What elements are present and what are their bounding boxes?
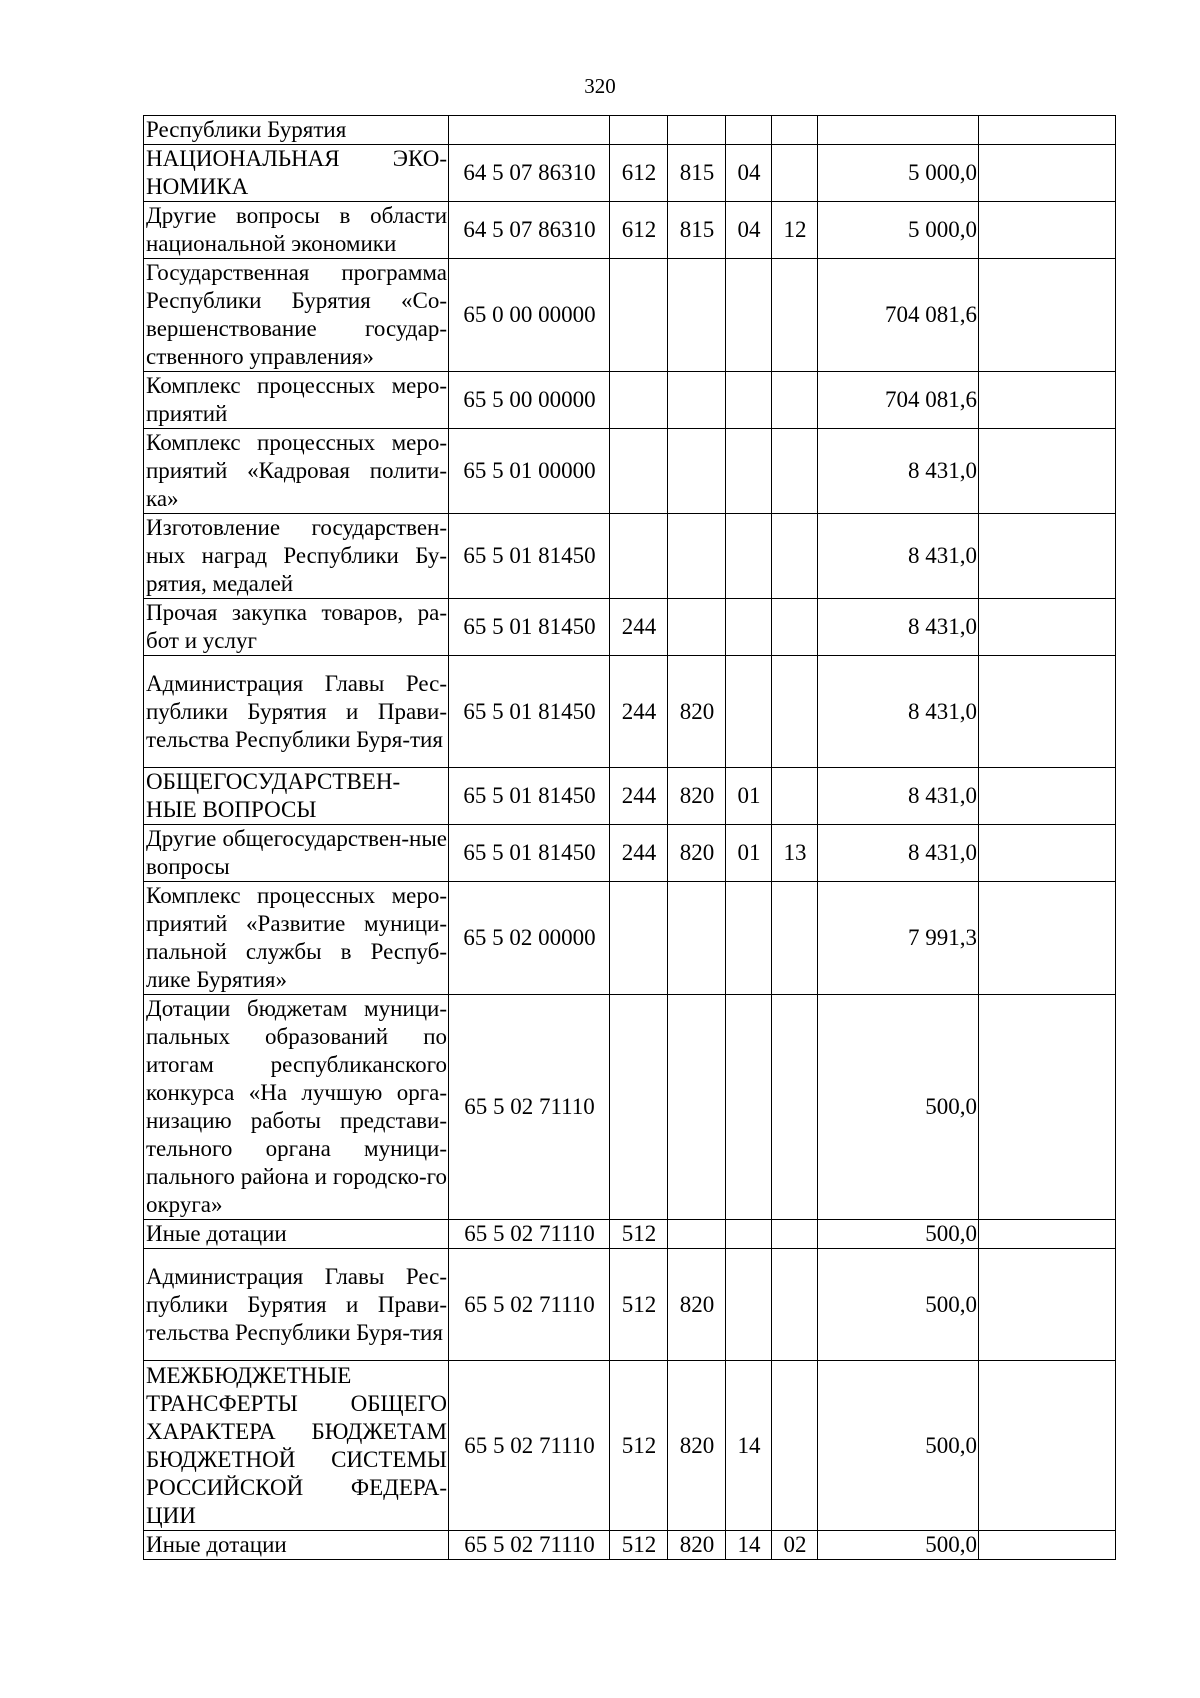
subsection-code xyxy=(772,372,818,429)
amount: 5 000,0 xyxy=(818,145,979,202)
row-name: Дотации бюджетам муници-пальных образований по итогам республиканского конкурса «На лучшую орга-низацию работы представи-тельного органа муници-пального района и городско-го округа» xyxy=(144,995,449,1220)
expense-type xyxy=(610,995,668,1220)
program-code: 65 5 00 00000 xyxy=(449,372,610,429)
section-code xyxy=(726,882,772,995)
program-code xyxy=(449,116,610,145)
table-row xyxy=(144,116,1116,145)
amount: 500,0 xyxy=(818,1220,979,1249)
amount: 500,0 xyxy=(818,1249,979,1361)
ministry-code: 820 xyxy=(668,1361,726,1531)
program-code: 65 5 01 81450 xyxy=(449,599,610,656)
expense-type xyxy=(610,882,668,995)
ministry-code xyxy=(668,429,726,514)
amount: 8 431,0 xyxy=(818,656,979,768)
table-row xyxy=(144,656,1116,768)
program-code: 64 5 07 86310 xyxy=(449,145,610,202)
empty-cell xyxy=(979,995,1116,1220)
expense-type: 612 xyxy=(610,202,668,259)
program-code: 65 5 02 71110 xyxy=(449,1531,610,1560)
row-name: Иные дотации xyxy=(144,1531,449,1560)
expense-type: 512 xyxy=(610,1531,668,1560)
program-code: 65 5 01 00000 xyxy=(449,429,610,514)
ministry-code: 820 xyxy=(668,656,726,768)
expense-type: 512 xyxy=(610,1220,668,1249)
program-code: 65 5 01 81450 xyxy=(449,825,610,882)
empty-cell xyxy=(979,372,1116,429)
ministry-code xyxy=(668,882,726,995)
expense-type xyxy=(610,372,668,429)
row-name: Прочая закупка товаров, ра-бот и услуг xyxy=(144,599,449,656)
expense-type xyxy=(610,514,668,599)
row-name: Государственная программа Республики Бурятия «Со-вершенствование государ-ственного управления» xyxy=(144,259,449,372)
table-row xyxy=(144,145,1116,202)
amount: 8 431,0 xyxy=(818,825,979,882)
program-code: 65 5 02 71110 xyxy=(449,1220,610,1249)
table-row xyxy=(144,1361,1116,1531)
empty-cell xyxy=(979,116,1116,145)
row-name: Иные дотации xyxy=(144,1220,449,1249)
table-row xyxy=(144,768,1116,825)
row-name: ОБЩЕГОСУДАРСТВЕН-НЫЕ ВОПРОСЫ xyxy=(144,768,449,825)
program-code: 65 5 02 71110 xyxy=(449,995,610,1220)
section-code: 01 xyxy=(726,768,772,825)
subsection-code xyxy=(772,259,818,372)
row-name: Другие общегосударствен-ные вопросы xyxy=(144,825,449,882)
row-name: Другие вопросы в области национальной экономики xyxy=(144,202,449,259)
program-code: 65 5 01 81450 xyxy=(449,656,610,768)
ministry-code xyxy=(668,599,726,656)
program-code: 65 5 02 71110 xyxy=(449,1249,610,1361)
program-code: 64 5 07 86310 xyxy=(449,202,610,259)
subsection-code xyxy=(772,145,818,202)
section-code xyxy=(726,995,772,1220)
subsection-code: 12 xyxy=(772,202,818,259)
budget-table xyxy=(143,115,1116,1560)
program-code: 65 5 01 81450 xyxy=(449,768,610,825)
row-name: Комплекс процессных меро-приятий xyxy=(144,372,449,429)
ministry-code xyxy=(668,1220,726,1249)
table-row xyxy=(144,1249,1116,1361)
table-row xyxy=(144,1531,1116,1560)
ministry-code xyxy=(668,514,726,599)
row-name: Республики Бурятия xyxy=(144,116,449,145)
table-row xyxy=(144,259,1116,372)
table-row xyxy=(144,882,1116,995)
table-row xyxy=(144,202,1116,259)
empty-cell xyxy=(979,882,1116,995)
expense-type: 612 xyxy=(610,145,668,202)
table-row xyxy=(144,825,1116,882)
ministry-code: 815 xyxy=(668,202,726,259)
subsection-code xyxy=(772,768,818,825)
row-name: Администрация Главы Рес-публики Бурятия и Прави-тельства Республики Буря-тия xyxy=(144,1249,449,1361)
section-code xyxy=(726,656,772,768)
expense-type: 512 xyxy=(610,1249,668,1361)
section-code xyxy=(726,116,772,145)
subsection-code xyxy=(772,995,818,1220)
ministry-code xyxy=(668,372,726,429)
section-code xyxy=(726,372,772,429)
empty-cell xyxy=(979,1249,1116,1361)
section-code: 14 xyxy=(726,1361,772,1531)
table-row xyxy=(144,995,1116,1220)
section-code xyxy=(726,514,772,599)
empty-cell xyxy=(979,768,1116,825)
section-code: 04 xyxy=(726,202,772,259)
amount: 8 431,0 xyxy=(818,429,979,514)
ministry-code xyxy=(668,259,726,372)
expense-type: 244 xyxy=(610,768,668,825)
ministry-code: 820 xyxy=(668,768,726,825)
amount: 704 081,6 xyxy=(818,259,979,372)
subsection-code xyxy=(772,429,818,514)
expense-type: 244 xyxy=(610,656,668,768)
section-code: 14 xyxy=(726,1531,772,1560)
subsection-code xyxy=(772,1361,818,1531)
amount: 8 431,0 xyxy=(818,599,979,656)
amount: 500,0 xyxy=(818,1361,979,1531)
subsection-code: 02 xyxy=(772,1531,818,1560)
subsection-code xyxy=(772,882,818,995)
table-row xyxy=(144,429,1116,514)
row-name: МЕЖБЮДЖЕТНЫЕ ТРАНСФЕРТЫ ОБЩЕГО ХАРАКТЕРА БЮДЖЕТАМ БЮДЖЕТНОЙ СИСТЕМЫ РОССИЙСКОЙ ФЕДЕРА-ЦИИ xyxy=(144,1361,449,1531)
section-code xyxy=(726,599,772,656)
subsection-code xyxy=(772,599,818,656)
empty-cell xyxy=(979,259,1116,372)
section-code: 01 xyxy=(726,825,772,882)
section-code xyxy=(726,429,772,514)
amount: 8 431,0 xyxy=(818,514,979,599)
empty-cell xyxy=(979,429,1116,514)
table-row xyxy=(144,599,1116,656)
expense-type xyxy=(610,429,668,514)
expense-type: 244 xyxy=(610,825,668,882)
section-code xyxy=(726,259,772,372)
table-row xyxy=(144,372,1116,429)
ministry-code: 820 xyxy=(668,825,726,882)
subsection-code xyxy=(772,656,818,768)
program-code: 65 5 02 71110 xyxy=(449,1361,610,1531)
subsection-code xyxy=(772,1220,818,1249)
program-code: 65 0 00 00000 xyxy=(449,259,610,372)
ministry-code xyxy=(668,116,726,145)
row-name: Администрация Главы Рес-публики Бурятия и Прави-тельства Республики Буря-тия xyxy=(144,656,449,768)
amount: 8 431,0 xyxy=(818,768,979,825)
amount xyxy=(818,116,979,145)
ministry-code: 815 xyxy=(668,145,726,202)
row-name: Комплекс процессных меро-приятий «Развитие муници-пальной службы в Респуб-лике Бурятия» xyxy=(144,882,449,995)
expense-type xyxy=(610,116,668,145)
row-name: Изготовление государствен-ных наград Республики Бу-рятия, медалей xyxy=(144,514,449,599)
ministry-code: 820 xyxy=(668,1249,726,1361)
amount: 500,0 xyxy=(818,995,979,1220)
subsection-code: 13 xyxy=(772,825,818,882)
page-number: 320 xyxy=(584,74,616,98)
amount: 704 081,6 xyxy=(818,372,979,429)
table-row xyxy=(144,514,1116,599)
empty-cell xyxy=(979,1361,1116,1531)
program-code: 65 5 01 81450 xyxy=(449,514,610,599)
subsection-code xyxy=(772,1249,818,1361)
empty-cell xyxy=(979,145,1116,202)
section-code xyxy=(726,1220,772,1249)
empty-cell xyxy=(979,599,1116,656)
empty-cell xyxy=(979,1531,1116,1560)
empty-cell xyxy=(979,825,1116,882)
empty-cell xyxy=(979,1220,1116,1249)
section-code xyxy=(726,1249,772,1361)
subsection-code xyxy=(772,514,818,599)
empty-cell xyxy=(979,514,1116,599)
subsection-code xyxy=(772,116,818,145)
amount: 7 991,3 xyxy=(818,882,979,995)
program-code: 65 5 02 00000 xyxy=(449,882,610,995)
section-code: 04 xyxy=(726,145,772,202)
expense-type: 244 xyxy=(610,599,668,656)
amount: 500,0 xyxy=(818,1531,979,1560)
table-row xyxy=(144,1220,1116,1249)
row-name: Комплекс процессных меро-приятий «Кадровая полити-ка» xyxy=(144,429,449,514)
expense-type xyxy=(610,259,668,372)
ministry-code: 820 xyxy=(668,1531,726,1560)
row-name: НАЦИОНАЛЬНАЯ ЭКО-НОМИКА xyxy=(144,145,449,202)
empty-cell xyxy=(979,656,1116,768)
empty-cell xyxy=(979,202,1116,259)
amount: 5 000,0 xyxy=(818,202,979,259)
ministry-code xyxy=(668,995,726,1220)
expense-type: 512 xyxy=(610,1361,668,1531)
